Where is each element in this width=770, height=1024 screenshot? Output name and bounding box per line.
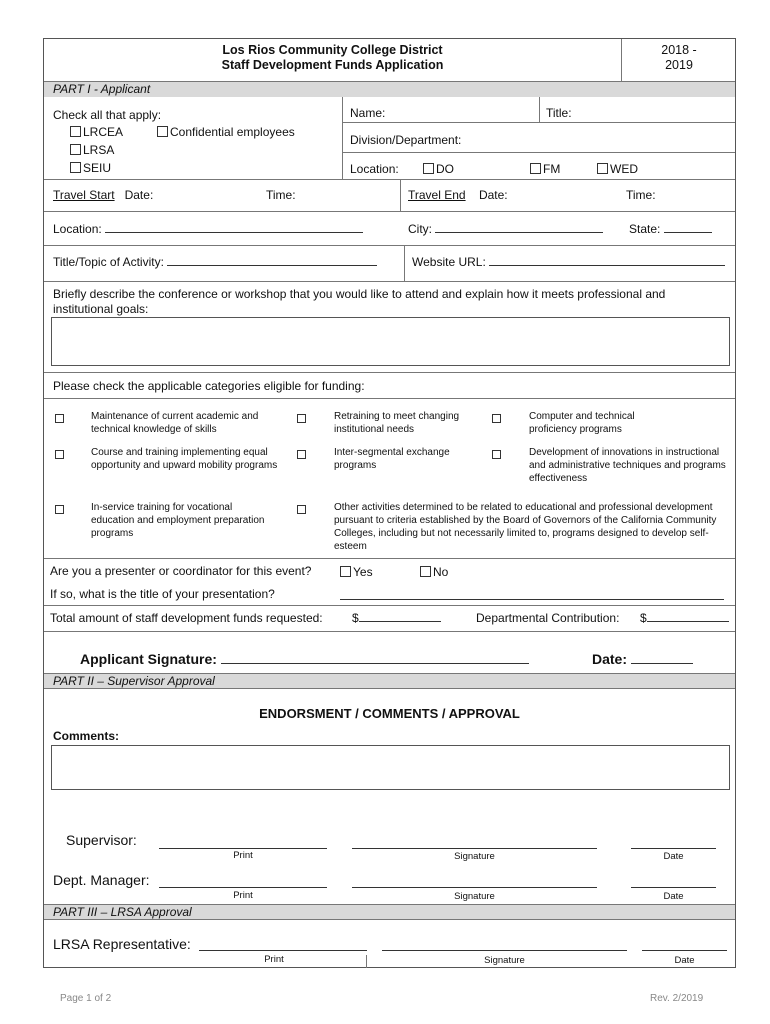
part2-header: PART II – Supervisor Approval — [44, 673, 735, 688]
category-1: Maintenance of current academic and technical knowledge of skills — [91, 411, 259, 435]
lrcea-checkbox[interactable] — [70, 126, 81, 137]
option-confidential[interactable]: Confidential employees — [157, 125, 295, 139]
describe-textarea[interactable] — [51, 317, 730, 366]
rep-date-caption: Date — [674, 955, 695, 966]
category-5: Inter-segmental exchange programs — [334, 447, 450, 471]
describe-prompt: Briefly describe the conference or workshop that you would like to attend and explain how it meets professional and institutional goals: — [53, 287, 666, 316]
travel-start-row — [53, 188, 153, 202]
seiu-checkbox[interactable] — [70, 162, 81, 173]
dept-contribution-label: Departmental Contribution: — [476, 611, 620, 625]
fiscal-year: 2018 - 2019 — [661, 43, 697, 72]
applicant-signature-row[interactable]: Applicant Signature: — [80, 651, 529, 667]
category-checkbox-7[interactable] — [55, 505, 64, 514]
manager-date-caption: Date — [663, 891, 684, 902]
org-name: Los Rios Community College District — [222, 43, 443, 57]
supervisor-print-line[interactable] — [159, 848, 327, 849]
travel-end-label: Travel End — [408, 188, 466, 202]
manager-print-caption: Print — [233, 890, 253, 901]
travel-start-time[interactable]: Time: — [266, 188, 296, 202]
presentation-title-line[interactable] — [340, 599, 724, 600]
rep-print-caption: Print — [264, 954, 284, 965]
event-location-field[interactable]: Location: — [53, 222, 363, 236]
category-checkbox-4[interactable] — [55, 450, 64, 459]
presenter-no[interactable]: No — [420, 565, 448, 579]
supervisor-label: Supervisor: — [66, 832, 137, 848]
division-field[interactable]: Division/Department: — [350, 133, 462, 147]
application-form — [43, 38, 736, 968]
category-checkbox-5[interactable] — [297, 450, 306, 459]
category-3: Computer and technical proficiency programs — [529, 411, 635, 435]
supervisor-print-caption: Print — [233, 850, 253, 861]
title-topic-field[interactable]: Title/Topic of Activity: — [53, 255, 377, 269]
rep-date-line[interactable] — [642, 950, 727, 951]
title-field[interactable]: Title: — [546, 106, 572, 120]
presenter-yes[interactable]: Yes — [340, 565, 373, 579]
category-4: Course and training implementing equal opportunity and upward mobility programs — [91, 447, 278, 471]
travel-start-date[interactable]: Date: — [124, 188, 154, 202]
travel-end-time[interactable]: Time: — [626, 188, 656, 202]
option-lrcea[interactable]: LRCEA — [70, 125, 123, 139]
option-lrsa[interactable]: LRSA — [70, 143, 114, 157]
city-field[interactable]: City: — [408, 222, 603, 236]
revision: Rev. 2/2019 — [650, 993, 704, 1004]
endorsement-heading: ENDORSMENT / COMMENTS / APPROVAL — [259, 706, 520, 721]
applicant-date-row[interactable]: Date: — [592, 651, 693, 667]
category-checkbox-1[interactable] — [55, 414, 64, 423]
location-wed[interactable]: WED — [597, 162, 638, 176]
rep-signature-line[interactable] — [382, 950, 627, 951]
total-funds-field[interactable]: $ — [352, 611, 441, 625]
comments-textarea[interactable] — [51, 745, 730, 790]
category-2: Retraining to meet changing institutional needs — [334, 411, 460, 435]
no-checkbox[interactable] — [420, 566, 431, 577]
category-6: Development of innovations in instructional and administrative techniques and programs effectiveness — [529, 447, 726, 484]
location-fm[interactable]: FM — [530, 162, 560, 176]
category-checkbox-6[interactable] — [492, 450, 501, 459]
travel-start-label: Travel Start — [53, 188, 115, 202]
category-checkbox-2[interactable] — [297, 414, 306, 423]
category-checkbox-3[interactable] — [492, 414, 501, 423]
categories-heading: Please check the applicable categories eligible for funding: — [53, 379, 365, 393]
location-do[interactable]: DO — [423, 162, 454, 176]
dept-contribution-field[interactable]: $ — [640, 611, 729, 625]
lrsa-checkbox[interactable] — [70, 144, 81, 155]
manager-signature-line[interactable] — [352, 887, 597, 888]
page-number: Page 1 of 2 — [60, 993, 112, 1004]
travel-end-date[interactable]: Date: — [478, 188, 508, 202]
option-seiu[interactable]: SEIU — [70, 161, 111, 175]
form-title: Staff Development Funds Application — [221, 58, 444, 72]
presenter-question: Are you a presenter or coordinator for this event? — [50, 564, 312, 578]
yes-checkbox[interactable] — [340, 566, 351, 577]
check-all-label: Check all that apply: — [53, 108, 162, 122]
part3-header: PART III – LRSA Approval — [44, 904, 735, 919]
category-8: Other activities determined to be related to educational and professional development pursuant to criteria established by the Board of Governors of the California Community Colleges, including but not necessarily limited to, programs designed to develop self-esteem — [334, 502, 717, 552]
location-label: Location: — [350, 162, 399, 176]
part1-header: PART I - Applicant — [44, 82, 735, 97]
wed-checkbox[interactable] — [597, 163, 608, 174]
website-field[interactable]: Website URL: — [412, 255, 725, 269]
name-field[interactable]: Name: — [350, 106, 386, 120]
lrsa-rep-label: LRSA Representative: — [53, 936, 191, 952]
do-checkbox[interactable] — [423, 163, 434, 174]
fm-checkbox[interactable] — [530, 163, 541, 174]
manager-signature-caption: Signature — [454, 891, 495, 902]
presentation-title-question: If so, what is the title of your presentation? — [50, 587, 275, 601]
form-header — [44, 43, 621, 73]
manager-date-line[interactable] — [631, 887, 716, 888]
confidential-checkbox[interactable] — [157, 126, 168, 137]
total-funds-label: Total amount of staff development funds requested: — [50, 611, 323, 625]
category-checkbox-8[interactable] — [297, 505, 306, 514]
dept-manager-label: Dept. Manager: — [53, 872, 150, 888]
category-7: In-service training for vocational education and employment preparation programs — [91, 502, 265, 539]
supervisor-date-line[interactable] — [631, 848, 716, 849]
manager-print-line[interactable] — [159, 887, 327, 888]
rep-print-line[interactable] — [199, 950, 367, 951]
supervisor-signature-caption: Signature — [454, 851, 495, 862]
supervisor-date-caption: Date — [663, 851, 684, 862]
supervisor-signature-line[interactable] — [352, 848, 597, 849]
rep-signature-caption: Signature — [484, 955, 525, 966]
state-field[interactable]: State: — [629, 222, 712, 236]
travel-end-row — [408, 188, 508, 202]
comments-label: Comments: — [53, 729, 120, 743]
